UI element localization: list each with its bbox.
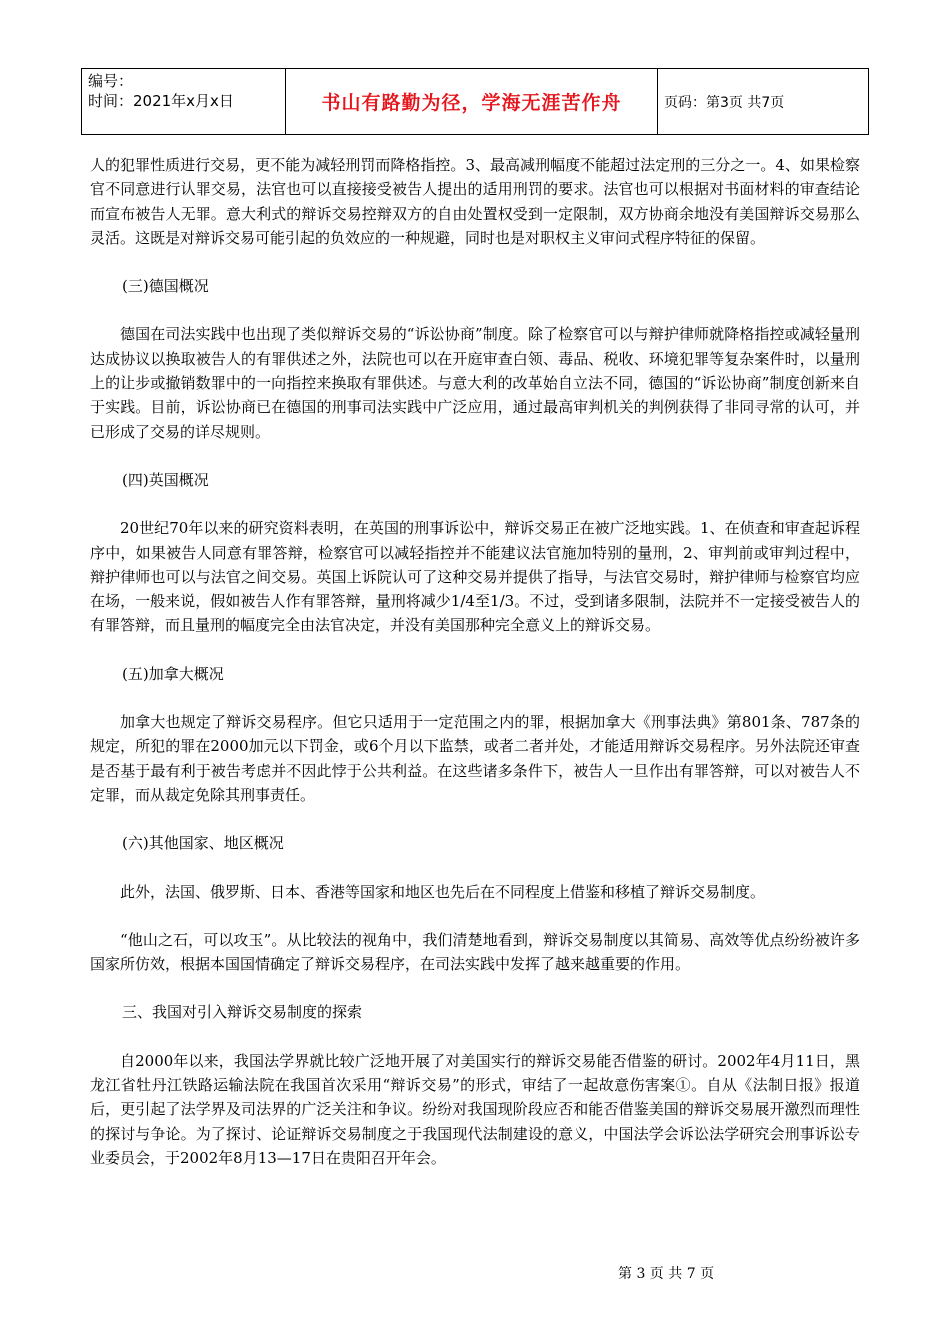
section-heading-germany: (三)德国概况 <box>122 277 209 296</box>
header-motto: 书山有路勤为径，学海无涯苦作舟 <box>321 92 622 114</box>
section-heading-uk: (四)英国概况 <box>122 470 209 489</box>
section-heading-china: 三、我国对引入辩诉交易制度的探索 <box>122 1003 363 1022</box>
header-meta <box>82 69 286 134</box>
header-page-info: 页码：第3页 共7页 <box>664 94 785 111</box>
paragraph-china: 自2000年以来，我国法学界就比较广泛地开展了对美国实行的辩诉交易能否借鉴的研讨。2002年4月11日，黑龙江省牡丹江铁路运输法院在我国首次采用“辩诉交易”的形式，审结了一起故意伤害案①。自从《法制日报》报道后，更引起了法学界及司法界的广泛关注和争议。纷纷对我国现阶段应否和能否借鉴美国的辩诉交易展开激烈而理性的探讨与争论。为了探讨、论证辩诉交易制度之于我国现代法制建设的意义，中国法学会诉讼法学研究会刑事诉讼专业委员会，于2002年8月13—17日在贵阳召开年会。 <box>90 1051 860 1167</box>
document-number-label: 编号： <box>88 72 134 90</box>
header-motto-cell <box>286 69 658 134</box>
paragraph-canada: 加拿大也规定了辩诉交易程序。但它只适用于一定范围之内的罪，根据加拿大《刑事法典》第801条、787条的规定，所犯的罪在2000加元以下罚金，或6个月以下监禁，或者二者并处，才能适用辩诉交易程序。另外法院还审查是否基于最有利于被告考虑并不因此悖于公共利益。在这些诸多条件下，被告人一旦作出有罪答辩，可以对被告人不定罪，而从裁定免除其刑事责任。 <box>90 713 860 804</box>
paragraph-germany: 德国在司法实践中也出现了类似辩诉交易的“诉讼协商”制度。除了检察官可以与辩护律师就降格指控或减轻量刑达成协议以换取被告人的有罪供述之外，法院也可以在开庭审查白领、毒品、税收、环境犯罪等复杂案件时，以量刑上的让步或撤销数罪中的一向指控来换取有罪供述。与意大利的改革始自立法不同，德国的“诉讼协商”制度创新来自于实践。目前，诉讼协商已在德国的刑事司法实践中广泛应用，通过最高审判机关的判例获得了非同寻常的认可，并已形成了交易的详尽规则。 <box>90 325 860 441</box>
paragraph-continuation: 人的犯罪性质进行交易，更不能为减轻刑罚而降格指控。3、最高减刑幅度不能超过法定刑的三分之一。4、如果检察官不同意进行认罪交易，法官也可以直接接受被告人提出的适用刑罚的要求。法官也可以根据对书面材料的审查结论而宣布被告人无罪。意大利式的辩诉交易控辩双方的自由处置权受到一定限制，双方协商余地没有美国辩诉交易那么灵活。这既是对辩诉交易可能引起的负效应的一种规避，同时也是对职权主义审问式程序特征的保留。 <box>90 156 860 247</box>
section-heading-canada: (五)加拿大概况 <box>122 664 224 683</box>
paragraph-conclusion: “他山之石，可以攻玉”。从比较法的视角中，我们清楚地看到，辩诉交易制度以其简易、高效等优点纷纷被许多国家所仿效，根据本国国情确定了辩诉交易程序，在司法实践中发挥了越来越重要的作用。 <box>90 930 860 974</box>
paragraph-uk: 20世纪70年以来的研究资料表明，在英国的刑事诉讼中，辩诉交易正在被广泛地实践。1、在侦查和审查起诉程序中，如果被告人同意有罪答辩，检察官可以减轻指控并不能建议法官施加特别的量刑，2、审判前或审判过程中，辩护律师也可以与法官之间交易。英国上诉院认可了这种交易并提供了指导，与法官交易时，辩护律师与检察官均应在场，一般来说，假如被告人作有罪答辩，量刑将减少1/4至1/3。不过，受到诸多限制，法院并不一定接受被告人的有罪答辩，而且量刑的幅度完全由法官决定，并没有美国那种完全意义上的辩诉交易。 <box>90 519 860 635</box>
header-page-info-cell <box>658 69 868 134</box>
document-date: 时间：2021年x月x日 <box>88 92 234 110</box>
page-header <box>81 68 869 135</box>
document-body <box>90 153 860 1194</box>
paragraph-others: 此外，法国、俄罗斯、日本、香港等国家和地区也先后在不同程度上借鉴和移植了辩诉交易制度。 <box>120 882 766 901</box>
section-heading-others: (六)其他国家、地区概况 <box>122 834 284 853</box>
page-footer: 第 3 页 共 7 页 <box>618 1266 715 1282</box>
